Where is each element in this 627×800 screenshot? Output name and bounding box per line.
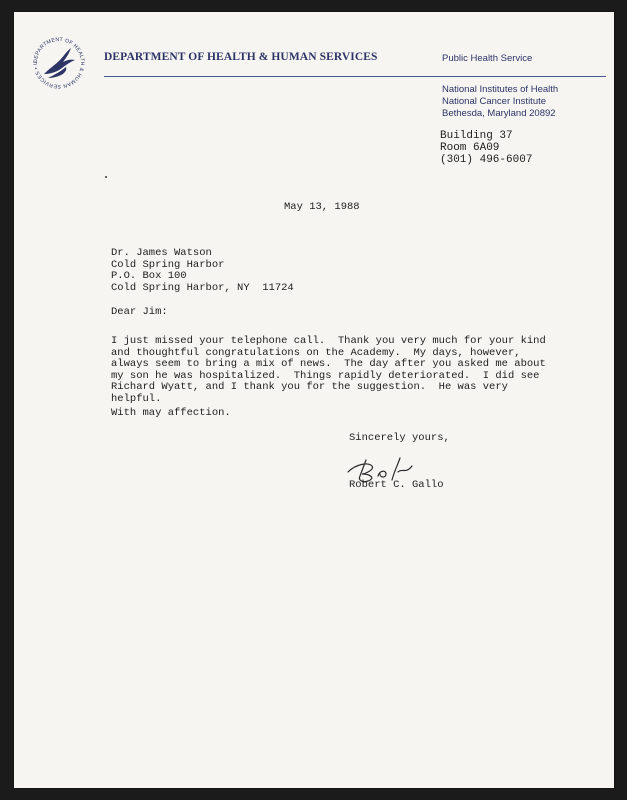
letter-body	[111, 336, 546, 405]
closing-line: With may affection.	[111, 407, 231, 419]
org-line: National Cancer Institute	[442, 96, 547, 107]
body-line: I just missed your telephone call. Thank you very much for your kind	[111, 335, 546, 347]
body-line: my son he was hospitalized. Things rapidly deteriorated. I did see	[111, 369, 540, 382]
organization-address	[442, 84, 558, 120]
ink-dot	[105, 176, 107, 178]
room-line: Building 37	[440, 130, 513, 142]
letter-page	[14, 12, 614, 788]
org-line: National Institutes of Health	[442, 84, 559, 95]
seal-text: DEPARTMENT OF HEALTH & HUMAN SERVICES • U	[32, 36, 86, 90]
org-line: Bethesda, Maryland 20892	[442, 108, 556, 119]
svg-text:DEPARTMENT OF HEALTH & HUMAN S	[30, 34, 85, 89]
recipient-line: Cold Spring Harbor, NY 11724	[111, 281, 294, 294]
letterhead-rule	[104, 76, 606, 77]
service-name: Public Health Service	[442, 53, 533, 64]
recipient-line: Cold Spring Harbor	[111, 258, 225, 271]
letter-date: May 13, 1988	[284, 201, 360, 213]
body-line: always seem to bring a mix of news. The day after you asked me about	[111, 358, 546, 370]
salutation: Dear Jim:	[111, 306, 168, 318]
recipient-line: Dr. James Watson	[111, 247, 212, 259]
sign-off: Sincerely yours,	[349, 432, 450, 444]
recipient-address	[111, 248, 294, 294]
eagle-icon	[44, 48, 75, 78]
body-line: and thoughtful congratulations on the Academy. My days, however,	[111, 346, 521, 359]
department-name: DEPARTMENT OF HEALTH & HUMAN SERVICES	[104, 51, 378, 63]
hhs-seal-logo	[30, 34, 88, 92]
room-info	[440, 130, 532, 166]
recipient-line: P.O. Box 100	[111, 270, 187, 282]
body-line: Richard Wyatt, and I thank you for the suggestion. He was very	[111, 381, 508, 393]
room-line: Room 6A09	[440, 142, 500, 154]
room-line: (301) 496-6007	[440, 154, 533, 166]
signer-name: Robert C. Gallo	[349, 479, 444, 491]
body-line: helpful.	[111, 392, 162, 405]
